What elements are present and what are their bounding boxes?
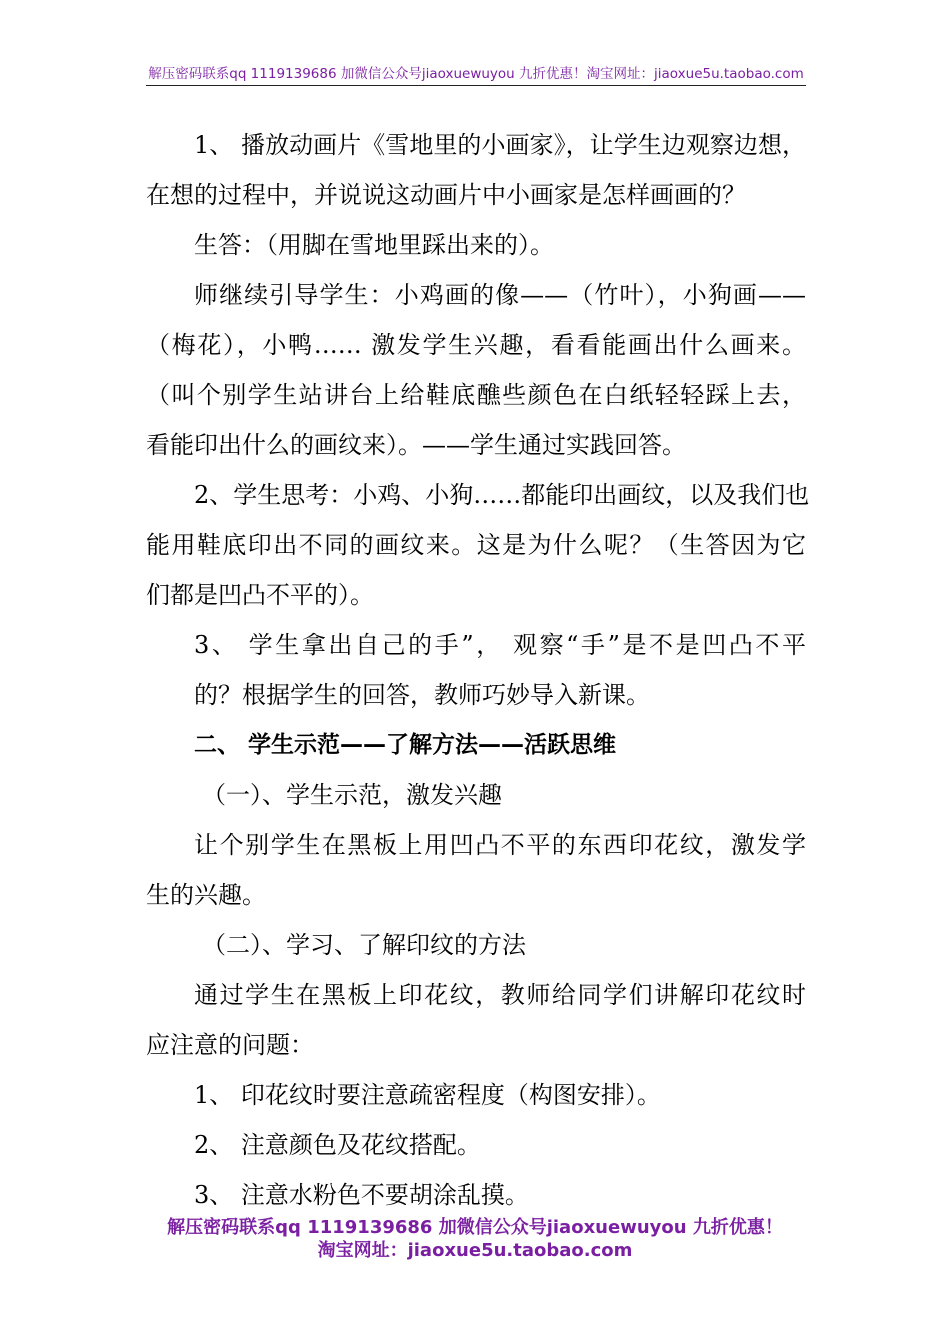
header-divider xyxy=(146,85,806,86)
list-item: 3、 注意水粉色不要胡涂乱摸。 xyxy=(194,1181,529,1209)
paragraph-line: 的？根据学生的回答，教师巧妙导入新课。 xyxy=(194,681,650,709)
paragraph-line: （叫个别学生站讲台上给鞋底醮些颜色在白纸轻轻踩上去， xyxy=(146,381,806,409)
paragraph-line: 应注意的问题： xyxy=(146,1031,314,1059)
subsection-heading: （二）、学习、了解印纹的方法 xyxy=(202,931,526,959)
section-heading: 二、 学生示范——了解方法——活跃思维 xyxy=(194,732,617,758)
paragraph-line: 2、学生思考：小鸡、小狗……都能印出画纹，以及我们也 xyxy=(194,481,810,509)
paragraph-line: 生的兴趣。 xyxy=(146,881,266,909)
footer-watermark xyxy=(100,1216,850,1262)
footer-line-2: 淘宝网址：jiaoxue5u.taobao.com xyxy=(317,1240,633,1261)
paragraph-line: 3、 学生拿出自己的手”， 观察“手”是不是凹凸不平 xyxy=(194,631,806,659)
paragraph-line: 看能印出什么的画纹来）。——学生通过实践回答。 xyxy=(146,431,686,459)
header-watermark: 解压密码联系qq 1119139686 加微信公众号jiaoxuewuyou 九折优惠！淘宝网址：jiaoxue5u.taobao.com xyxy=(148,66,804,82)
list-item: 2、 注意颜色及花纹搭配。 xyxy=(194,1131,481,1159)
subsection-heading: （一）、学生示范，激发兴趣 xyxy=(202,781,502,809)
paragraph-line: 生答：（用脚在雪地里踩出来的）。 xyxy=(194,231,554,259)
list-item: 1、 印花纹时要注意疏密程度（构图安排）。 xyxy=(194,1081,661,1109)
paragraph-line: 1、 播放动画片《雪地里的小画家》，让学生边观察边想， xyxy=(194,131,806,159)
paragraph-line: 能用鞋底印出不同的画纹来。这是为什么呢？（生答因为它 xyxy=(146,531,806,559)
paragraph-line: 们都是凹凸不平的）。 xyxy=(146,581,374,609)
paragraph-line: 在想的过程中，并说说这动画片中小画家是怎样画画的？ xyxy=(146,181,746,209)
document-body xyxy=(146,120,810,1220)
paragraph-line: 师继续引导学生：小鸡画的像——（竹叶），小狗画—— xyxy=(194,281,806,309)
footer-line-1: 解压密码联系qq 1119139686 加微信公众号jiaoxuewuyou 九折优惠！ xyxy=(167,1217,783,1238)
paragraph-line: 通过学生在黑板上印花纹，教师给同学们讲解印花纹时 xyxy=(194,981,806,1009)
paragraph-line: （梅花），小鸭…… 激发学生兴趣，看看能画出什么画来。 xyxy=(146,331,806,359)
paragraph-line: 让个别学生在黑板上用凹凸不平的东西印花纹，激发学 xyxy=(194,831,806,859)
